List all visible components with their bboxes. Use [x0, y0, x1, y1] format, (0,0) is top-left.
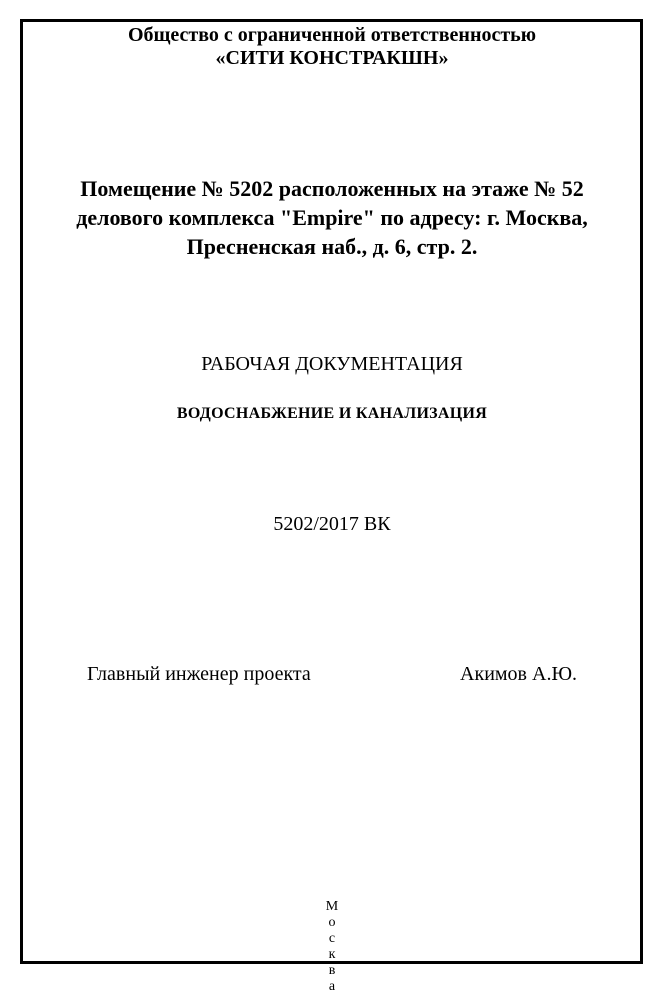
signature-name: Акимов А.Ю.: [460, 663, 577, 685]
project-title-line-1: Помещение № 5202 расположенных на этаже № 52: [80, 176, 584, 201]
project-title: [0, 174, 664, 261]
project-title-line-2: делового комплекса "Empire" по адресу: г. Москва,: [76, 205, 588, 230]
document-code: 5202/2017 ВК: [273, 513, 391, 535]
footer-city-vertical: [0, 899, 664, 995]
section-title: ВОДОСНАБЖЕНИЕ И КАНАЛИЗАЦИЯ: [176, 405, 488, 422]
city-letter: а: [328, 979, 336, 994]
signature-role-label: Главный инженер проекта: [87, 663, 311, 685]
city-letter: в: [328, 963, 336, 978]
city-letter: о: [328, 915, 336, 930]
organization-name: [0, 24, 664, 70]
signature-row: [87, 663, 577, 686]
city-letter: с: [328, 931, 336, 946]
city-letter: к: [328, 947, 336, 962]
document-type-label: РАБОЧАЯ ДОКУМЕНТАЦИЯ: [201, 353, 463, 375]
city-letter: М: [325, 899, 339, 914]
page-border-frame: [20, 19, 643, 964]
project-title-line-3: Пресненская наб., д. 6, стр. 2.: [186, 234, 478, 259]
organization-name-line-2: «СИТИ КОНСТРАКШН»: [215, 47, 449, 69]
organization-name-line-1: Общество с ограниченной ответственностью: [127, 24, 537, 46]
